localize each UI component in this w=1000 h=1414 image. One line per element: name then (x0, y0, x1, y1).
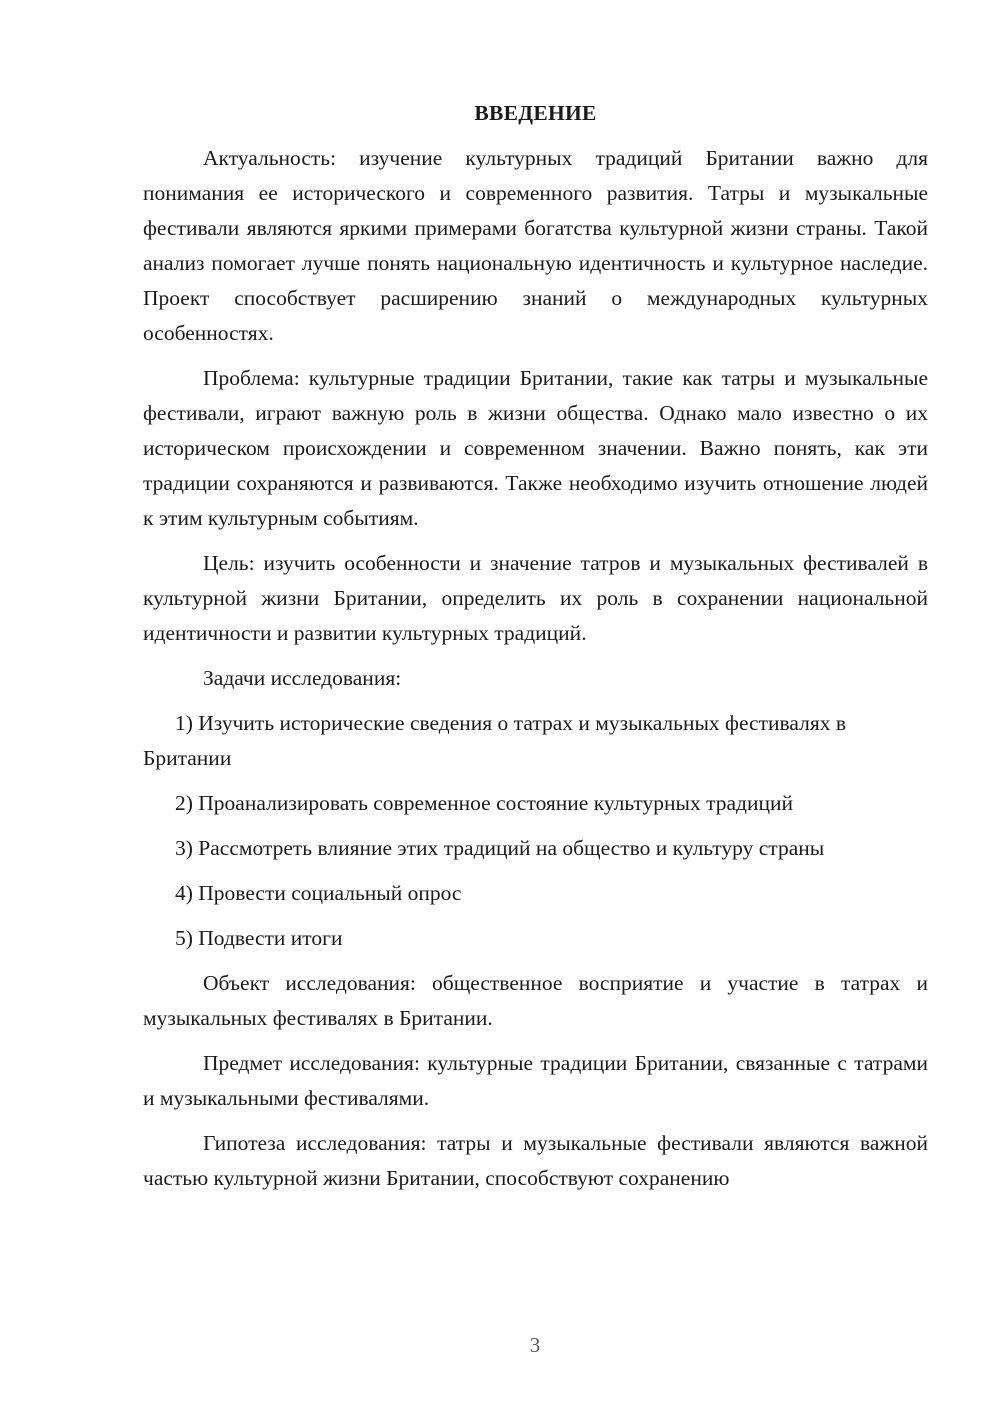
goal-paragraph: Цель: изучить особенности и значение татров и музыкальных фестивалей в культурной жизни Британии, определить их роль в сохранении национальной идентичности и развитии культурных традиций. (143, 551, 928, 645)
hypothesis-paragraph: Гипотеза исследования: татры и музыкальные фестивали являются важной частью культурной жизни Британии, способствуют сохранению (143, 1131, 928, 1190)
relevance-paragraph: Актуальность: изучение культурных традиций Британии важно для понимания ее исторического и современного развития. Татры и музыкальные фестивали являются яркими примерами богатства культурной жизни страны. Такой анализ помогает лучше понять национальную идентичность и культурное наследие. Проект способствует расширению знаний о международных культурных особенностях. (143, 146, 928, 345)
problem-paragraph: Проблема: культурные традиции Британии, такие как татры и музыкальные фестивали, играют важную роль в жизни общества. Однако мало известно о их историческом происхождении и современном значении. Важно понять, как эти традиции сохраняются и развиваются. Также необходимо изучить отношение людей к этим культурным событиям. (143, 366, 928, 530)
task-item: 1) Изучить исторические сведения о татрах и музыкальных фестивалях в Британии (143, 711, 846, 770)
page-title: ВВЕДЕНИЕ (474, 101, 597, 125)
task-item: 4) Провести социальный опрос (175, 881, 462, 905)
task-item: 2) Проанализировать современное состояние культурных традиций (175, 791, 793, 815)
subject-paragraph: Предмет исследования: культурные традиции Британии, связанные с татрами и музыкальными фестивалями. (143, 1051, 928, 1110)
task-item: 5) Подвести итоги (175, 926, 343, 950)
page-number: 3 (529, 1333, 541, 1357)
task-item: 3) Рассмотреть влияние этих традиций на общество и культуру страны (175, 836, 825, 860)
tasks-list (143, 706, 928, 956)
tasks-heading: Задачи исследования: (203, 666, 402, 690)
object-paragraph: Объект исследования: общественное восприятие и участие в татрах и музыкальных фестивалях в Британии. (143, 971, 928, 1030)
document-page (143, 96, 928, 1206)
